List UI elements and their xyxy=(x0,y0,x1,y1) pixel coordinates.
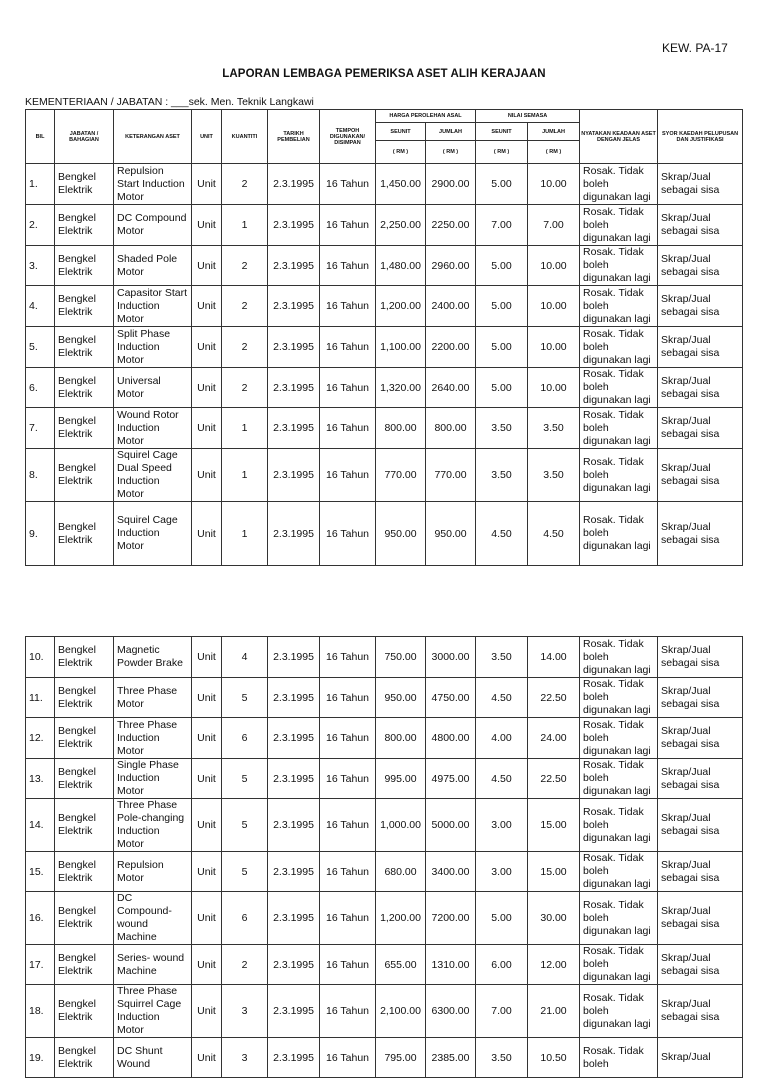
cell-unit: Unit xyxy=(192,1038,222,1078)
cell-kuantiti: 1 xyxy=(222,502,268,566)
cell-tarikh: 2.3.1995 xyxy=(268,718,320,759)
table-row xyxy=(26,164,743,205)
cell-unit: Unit xyxy=(192,502,222,566)
cell-jabatan: Bengkel Elektrik xyxy=(55,852,114,892)
header-nyatakan: NYATAKAN KEADAAN ASET DENGAN JELAS xyxy=(580,110,658,164)
cell-kuantiti: 1 xyxy=(222,449,268,502)
cell-kuantiti: 5 xyxy=(222,799,268,852)
cell-tarikh: 2.3.1995 xyxy=(268,246,320,286)
cell-harga-jumlah: 3000.00 xyxy=(426,637,476,678)
cell-keterangan: Three Phase Squirrel Cage Induction Motor xyxy=(114,985,192,1038)
header-kuantiti: KUANTITI xyxy=(222,110,268,164)
cell-harga-seunit: 1,100.00 xyxy=(376,327,426,368)
cell-keterangan: Split Phase Induction Motor xyxy=(114,327,192,368)
cell-harga-jumlah: 4800.00 xyxy=(426,718,476,759)
table-row xyxy=(26,205,743,246)
cell-nilai-jumlah: 15.00 xyxy=(528,799,580,852)
cell-bil: 15. xyxy=(26,852,55,892)
cell-keterangan: Repulsion Start Induction Motor xyxy=(114,164,192,205)
cell-tarikh: 2.3.1995 xyxy=(268,408,320,449)
cell-keadaan: Rosak. Tidak boleh digunakan lagi xyxy=(580,327,658,368)
cell-tempoh: 16 Tahun xyxy=(320,327,376,368)
cell-syor: Skrap/Jual sebagai sisa xyxy=(658,205,743,246)
cell-kuantiti: 2 xyxy=(222,164,268,205)
cell-syor: Skrap/Jual sebagai sisa xyxy=(658,985,743,1038)
cell-jabatan: Bengkel Elektrik xyxy=(55,985,114,1038)
cell-bil: 19. xyxy=(26,1038,55,1078)
cell-harga-seunit: 800.00 xyxy=(376,718,426,759)
cell-nilai-seunit: 5.00 xyxy=(476,286,528,327)
cell-tarikh: 2.3.1995 xyxy=(268,637,320,678)
cell-nilai-seunit: 3.00 xyxy=(476,852,528,892)
cell-nilai-jumlah: 30.00 xyxy=(528,892,580,945)
cell-syor: Skrap/Jual sebagai sisa xyxy=(658,408,743,449)
cell-nilai-jumlah: 10.50 xyxy=(528,1038,580,1078)
cell-kuantiti: 4 xyxy=(222,637,268,678)
cell-tarikh: 2.3.1995 xyxy=(268,286,320,327)
cell-syor: Skrap/Jual sebagai sisa xyxy=(658,286,743,327)
cell-jabatan: Bengkel Elektrik xyxy=(55,286,114,327)
cell-syor: Skrap/Jual sebagai sisa xyxy=(658,327,743,368)
cell-harga-seunit: 1,000.00 xyxy=(376,799,426,852)
cell-tarikh: 2.3.1995 xyxy=(268,164,320,205)
cell-unit: Unit xyxy=(192,852,222,892)
cell-keterangan: DC Compound- wound Machine xyxy=(114,892,192,945)
cell-harga-jumlah: 7200.00 xyxy=(426,892,476,945)
cell-kuantiti: 5 xyxy=(222,852,268,892)
cell-tarikh: 2.3.1995 xyxy=(268,799,320,852)
cell-nilai-seunit: 5.00 xyxy=(476,246,528,286)
cell-unit: Unit xyxy=(192,799,222,852)
cell-nilai-jumlah: 12.00 xyxy=(528,945,580,985)
cell-syor: Skrap/Jual sebagai sisa xyxy=(658,759,743,799)
cell-keterangan: Capasitor Start Induction Motor xyxy=(114,286,192,327)
cell-syor: Skrap/Jual sebagai sisa xyxy=(658,678,743,718)
cell-keterangan: Three Phase Pole-changing Induction Motor xyxy=(114,799,192,852)
cell-nilai-jumlah: 4.50 xyxy=(528,502,580,566)
cell-keadaan: Rosak. Tidak boleh digunakan lagi xyxy=(580,408,658,449)
cell-keadaan: Rosak. Tidak boleh digunakan lagi xyxy=(580,799,658,852)
table-row xyxy=(26,718,743,759)
header-harga: HARGA PEROLEHAN ASAL xyxy=(376,110,476,123)
cell-keterangan: Wound Rotor Induction Motor xyxy=(114,408,192,449)
cell-syor: Skrap/Jual sebagai sisa xyxy=(658,368,743,408)
cell-jabatan: Bengkel Elektrik xyxy=(55,368,114,408)
cell-tarikh: 2.3.1995 xyxy=(268,945,320,985)
cell-harga-seunit: 750.00 xyxy=(376,637,426,678)
cell-bil: 7. xyxy=(26,408,55,449)
cell-tempoh: 16 Tahun xyxy=(320,205,376,246)
cell-harga-seunit: 655.00 xyxy=(376,945,426,985)
cell-tarikh: 2.3.1995 xyxy=(268,205,320,246)
cell-jabatan: Bengkel Elektrik xyxy=(55,246,114,286)
cell-nilai-seunit: 4.00 xyxy=(476,718,528,759)
report-title: LAPORAN LEMBAGA PEMERIKSA ASET ALIH KERAJAAN xyxy=(222,68,546,80)
cell-jabatan: Bengkel Elektrik xyxy=(55,799,114,852)
cell-unit: Unit xyxy=(192,637,222,678)
cell-bil: 10. xyxy=(26,637,55,678)
cell-harga-seunit: 1,480.00 xyxy=(376,246,426,286)
cell-keterangan: Magnetic Powder Brake xyxy=(114,637,192,678)
cell-nilai-jumlah: 15.00 xyxy=(528,852,580,892)
cell-keadaan: Rosak. Tidak boleh digunakan lagi xyxy=(580,286,658,327)
cell-harga-seunit: 1,200.00 xyxy=(376,286,426,327)
cell-syor: Skrap/Jual sebagai sisa xyxy=(658,852,743,892)
cell-kuantiti: 3 xyxy=(222,1038,268,1078)
cell-nilai-seunit: 3.50 xyxy=(476,449,528,502)
cell-syor: Skrap/Jual sebagai sisa xyxy=(658,164,743,205)
cell-unit: Unit xyxy=(192,246,222,286)
cell-unit: Unit xyxy=(192,945,222,985)
cell-bil: 3. xyxy=(26,246,55,286)
cell-harga-seunit: 2,100.00 xyxy=(376,985,426,1038)
cell-tempoh: 16 Tahun xyxy=(320,449,376,502)
cell-tempoh: 16 Tahun xyxy=(320,502,376,566)
cell-tempoh: 16 Tahun xyxy=(320,985,376,1038)
cell-tempoh: 16 Tahun xyxy=(320,286,376,327)
cell-keadaan: Rosak. Tidak boleh digunakan lagi xyxy=(580,852,658,892)
cell-keterangan: DC Shunt Wound xyxy=(114,1038,192,1078)
cell-kuantiti: 3 xyxy=(222,985,268,1038)
cell-tarikh: 2.3.1995 xyxy=(268,1038,320,1078)
cell-keadaan: Rosak. Tidak boleh digunakan lagi xyxy=(580,678,658,718)
cell-tempoh: 16 Tahun xyxy=(320,852,376,892)
cell-nilai-seunit: 4.50 xyxy=(476,759,528,799)
cell-keadaan: Rosak. Tidak boleh digunakan lagi xyxy=(580,449,658,502)
cell-harga-jumlah: 4750.00 xyxy=(426,678,476,718)
header-harga-seunit: SEUNIT xyxy=(376,123,426,141)
cell-syor: Skrap/Jual sebagai sisa xyxy=(658,799,743,852)
cell-tarikh: 2.3.1995 xyxy=(268,892,320,945)
cell-tempoh: 16 Tahun xyxy=(320,759,376,799)
cell-nilai-jumlah: 24.00 xyxy=(528,718,580,759)
cell-harga-seunit: 950.00 xyxy=(376,502,426,566)
cell-harga-jumlah: 2640.00 xyxy=(426,368,476,408)
table-row xyxy=(26,799,743,852)
table-row xyxy=(26,327,743,368)
cell-nilai-seunit: 3.50 xyxy=(476,637,528,678)
cell-harga-jumlah: 2200.00 xyxy=(426,327,476,368)
header-syor: SYOR KAEDAH PELUPUSAN DAN JUSTIFIKASI xyxy=(658,110,743,164)
header-harga-jumlah: JUMLAH xyxy=(426,123,476,141)
cell-tempoh: 16 Tahun xyxy=(320,892,376,945)
cell-syor: Skrap/Jual xyxy=(658,1038,743,1078)
cell-harga-jumlah: 3400.00 xyxy=(426,852,476,892)
cell-nilai-seunit: 5.00 xyxy=(476,892,528,945)
cell-unit: Unit xyxy=(192,205,222,246)
cell-tempoh: 16 Tahun xyxy=(320,408,376,449)
cell-keadaan: Rosak. Tidak boleh digunakan lagi xyxy=(580,718,658,759)
cell-bil: 9. xyxy=(26,502,55,566)
cell-tarikh: 2.3.1995 xyxy=(268,327,320,368)
cell-harga-seunit: 1,320.00 xyxy=(376,368,426,408)
cell-nilai-jumlah: 7.00 xyxy=(528,205,580,246)
cell-tarikh: 2.3.1995 xyxy=(268,368,320,408)
cell-keterangan: Series- wound Machine xyxy=(114,945,192,985)
cell-kuantiti: 6 xyxy=(222,892,268,945)
cell-syor: Skrap/Jual sebagai sisa xyxy=(658,637,743,678)
table-row xyxy=(26,449,743,502)
cell-bil: 13. xyxy=(26,759,55,799)
cell-syor: Skrap/Jual sebagai sisa xyxy=(658,945,743,985)
header-nilai-jumlah: JUMLAH xyxy=(528,123,580,141)
cell-kuantiti: 1 xyxy=(222,205,268,246)
cell-kuantiti: 6 xyxy=(222,718,268,759)
cell-keadaan: Rosak. Tidak boleh digunakan lagi xyxy=(580,759,658,799)
cell-tarikh: 2.3.1995 xyxy=(268,759,320,799)
cell-keadaan: Rosak. Tidak boleh digunakan lagi xyxy=(580,985,658,1038)
cell-nilai-seunit: 7.00 xyxy=(476,985,528,1038)
header-keterangan: KETERANGAN ASET xyxy=(114,110,192,164)
cell-unit: Unit xyxy=(192,327,222,368)
cell-harga-seunit: 1,450.00 xyxy=(376,164,426,205)
table-row xyxy=(26,985,743,1038)
cell-nilai-seunit: 7.00 xyxy=(476,205,528,246)
cell-tempoh: 16 Tahun xyxy=(320,678,376,718)
cell-keadaan: Rosak. Tidak boleh digunakan lagi xyxy=(580,637,658,678)
cell-unit: Unit xyxy=(192,164,222,205)
cell-syor: Skrap/Jual sebagai sisa xyxy=(658,718,743,759)
table-row xyxy=(26,286,743,327)
cell-bil: 14. xyxy=(26,799,55,852)
cell-jabatan: Bengkel Elektrik xyxy=(55,678,114,718)
table-row xyxy=(26,368,743,408)
cell-keterangan: Squirel Cage Dual Speed Induction Motor xyxy=(114,449,192,502)
cell-bil: 12. xyxy=(26,718,55,759)
cell-harga-jumlah: 4975.00 xyxy=(426,759,476,799)
cell-bil: 6. xyxy=(26,368,55,408)
table-body-page-1 xyxy=(26,164,743,566)
cell-jabatan: Bengkel Elektrik xyxy=(55,718,114,759)
header-nilai-seunit-rm: ( RM ) xyxy=(476,141,528,164)
cell-jabatan: Bengkel Elektrik xyxy=(55,408,114,449)
header-tempoh: TEMPOH DIGUNAKAN/ DISIMPAN xyxy=(320,110,376,164)
cell-harga-seunit: 950.00 xyxy=(376,678,426,718)
header-tarikh: TARIKH PEMBELIAN xyxy=(268,110,320,164)
cell-nilai-seunit: 4.50 xyxy=(476,678,528,718)
cell-harga-seunit: 680.00 xyxy=(376,852,426,892)
table-body-page-2 xyxy=(26,637,743,1078)
cell-keadaan: Rosak. Tidak boleh digunakan lagi xyxy=(580,502,658,566)
cell-tarikh: 2.3.1995 xyxy=(268,502,320,566)
cell-harga-jumlah: 6300.00 xyxy=(426,985,476,1038)
cell-bil: 16. xyxy=(26,892,55,945)
cell-harga-jumlah: 2250.00 xyxy=(426,205,476,246)
cell-bil: 1. xyxy=(26,164,55,205)
cell-harga-jumlah: 950.00 xyxy=(426,502,476,566)
cell-nilai-seunit: 3.00 xyxy=(476,799,528,852)
cell-tempoh: 16 Tahun xyxy=(320,945,376,985)
cell-unit: Unit xyxy=(192,449,222,502)
table-row xyxy=(26,408,743,449)
cell-bil: 17. xyxy=(26,945,55,985)
cell-tempoh: 16 Tahun xyxy=(320,718,376,759)
cell-kuantiti: 5 xyxy=(222,678,268,718)
cell-kuantiti: 2 xyxy=(222,286,268,327)
cell-kuantiti: 1 xyxy=(222,408,268,449)
cell-nilai-jumlah: 14.00 xyxy=(528,637,580,678)
table-row xyxy=(26,502,743,566)
cell-harga-seunit: 770.00 xyxy=(376,449,426,502)
cell-kuantiti: 2 xyxy=(222,945,268,985)
cell-harga-seunit: 995.00 xyxy=(376,759,426,799)
cell-harga-seunit: 2,250.00 xyxy=(376,205,426,246)
cell-harga-jumlah: 2960.00 xyxy=(426,246,476,286)
cell-kuantiti: 2 xyxy=(222,246,268,286)
cell-nilai-seunit: 5.00 xyxy=(476,327,528,368)
cell-keadaan: Rosak. Tidak boleh xyxy=(580,1038,658,1078)
cell-keterangan: Repulsion Motor xyxy=(114,852,192,892)
cell-bil: 2. xyxy=(26,205,55,246)
table-row xyxy=(26,759,743,799)
cell-nilai-seunit: 3.50 xyxy=(476,1038,528,1078)
cell-jabatan: Bengkel Elektrik xyxy=(55,945,114,985)
header-nilai-seunit: SEUNIT xyxy=(476,123,528,141)
cell-nilai-jumlah: 10.00 xyxy=(528,368,580,408)
cell-unit: Unit xyxy=(192,892,222,945)
cell-tempoh: 16 Tahun xyxy=(320,799,376,852)
cell-keterangan: Three Phase Induction Motor xyxy=(114,718,192,759)
cell-harga-jumlah: 2385.00 xyxy=(426,1038,476,1078)
cell-unit: Unit xyxy=(192,718,222,759)
header-nilai-jumlah-rm: ( RM ) xyxy=(528,141,580,164)
table-row xyxy=(26,892,743,945)
cell-keadaan: Rosak. Tidak boleh digunakan lagi xyxy=(580,164,658,205)
header-harga-jumlah-rm: ( RM ) xyxy=(426,141,476,164)
cell-nilai-jumlah: 22.50 xyxy=(528,678,580,718)
cell-harga-seunit: 795.00 xyxy=(376,1038,426,1078)
cell-nilai-jumlah: 21.00 xyxy=(528,985,580,1038)
asset-table-page-1 xyxy=(25,109,743,566)
cell-keterangan: Universal Motor xyxy=(114,368,192,408)
cell-jabatan: Bengkel Elektrik xyxy=(55,327,114,368)
cell-nilai-jumlah: 22.50 xyxy=(528,759,580,799)
cell-kuantiti: 5 xyxy=(222,759,268,799)
cell-harga-jumlah: 2900.00 xyxy=(426,164,476,205)
cell-tempoh: 16 Tahun xyxy=(320,164,376,205)
cell-kuantiti: 2 xyxy=(222,327,268,368)
header-bil: BIL xyxy=(26,110,55,164)
cell-keterangan: Squirel Cage Induction Motor xyxy=(114,502,192,566)
cell-unit: Unit xyxy=(192,286,222,327)
cell-tarikh: 2.3.1995 xyxy=(268,985,320,1038)
cell-tempoh: 16 Tahun xyxy=(320,246,376,286)
cell-tempoh: 16 Tahun xyxy=(320,1038,376,1078)
cell-harga-jumlah: 5000.00 xyxy=(426,799,476,852)
cell-jabatan: Bengkel Elektrik xyxy=(55,205,114,246)
cell-keadaan: Rosak. Tidak boleh digunakan lagi xyxy=(580,892,658,945)
cell-unit: Unit xyxy=(192,408,222,449)
cell-keterangan: DC Compound Motor xyxy=(114,205,192,246)
cell-syor: Skrap/Jual sebagai sisa xyxy=(658,892,743,945)
cell-unit: Unit xyxy=(192,759,222,799)
cell-bil: 8. xyxy=(26,449,55,502)
cell-kuantiti: 2 xyxy=(222,368,268,408)
cell-syor: Skrap/Jual sebagai sisa xyxy=(658,502,743,566)
cell-nilai-jumlah: 10.00 xyxy=(528,164,580,205)
cell-bil: 18. xyxy=(26,985,55,1038)
header-jabatan: JABATAN / BAHAGIAN xyxy=(55,110,114,164)
cell-harga-jumlah: 770.00 xyxy=(426,449,476,502)
cell-nilai-jumlah: 10.00 xyxy=(528,286,580,327)
cell-harga-jumlah: 1310.00 xyxy=(426,945,476,985)
cell-syor: Skrap/Jual sebagai sisa xyxy=(658,449,743,502)
cell-unit: Unit xyxy=(192,985,222,1038)
cell-nilai-seunit: 3.50 xyxy=(476,408,528,449)
cell-keadaan: Rosak. Tidak boleh digunakan lagi xyxy=(580,945,658,985)
table-row xyxy=(26,1038,743,1078)
cell-harga-jumlah: 800.00 xyxy=(426,408,476,449)
cell-tarikh: 2.3.1995 xyxy=(268,852,320,892)
cell-jabatan: Bengkel Elektrik xyxy=(55,449,114,502)
cell-bil: 11. xyxy=(26,678,55,718)
cell-jabatan: Bengkel Elektrik xyxy=(55,1038,114,1078)
cell-unit: Unit xyxy=(192,368,222,408)
cell-harga-jumlah: 2400.00 xyxy=(426,286,476,327)
cell-jabatan: Bengkel Elektrik xyxy=(55,759,114,799)
header-nilai: NILAI SEMASA xyxy=(476,110,580,123)
cell-bil: 4. xyxy=(26,286,55,327)
header-unit: UNIT xyxy=(192,110,222,164)
form-code: KEW. PA-17 xyxy=(662,41,728,55)
cell-nilai-jumlah: 3.50 xyxy=(528,408,580,449)
cell-tempoh: 16 Tahun xyxy=(320,368,376,408)
cell-jabatan: Bengkel Elektrik xyxy=(55,637,114,678)
cell-nilai-jumlah: 3.50 xyxy=(528,449,580,502)
ministry-line: KEMENTERIAAN / JABATAN : ___sek. Men. Teknik Langkawi xyxy=(25,96,314,108)
header-harga-seunit-rm: ( RM ) xyxy=(376,141,426,164)
cell-harga-seunit: 1,200.00 xyxy=(376,892,426,945)
cell-jabatan: Bengkel Elektrik xyxy=(55,892,114,945)
cell-keadaan: Rosak. Tidak boleh digunakan lagi xyxy=(580,368,658,408)
cell-nilai-jumlah: 10.00 xyxy=(528,327,580,368)
cell-keadaan: Rosak. Tidak boleh digunakan lagi xyxy=(580,205,658,246)
cell-tarikh: 2.3.1995 xyxy=(268,449,320,502)
table-row xyxy=(26,637,743,678)
cell-syor: Skrap/Jual sebagai sisa xyxy=(658,246,743,286)
table-row xyxy=(26,678,743,718)
cell-keterangan: Three Phase Motor xyxy=(114,678,192,718)
cell-tempoh: 16 Tahun xyxy=(320,637,376,678)
table-row xyxy=(26,945,743,985)
cell-nilai-jumlah: 10.00 xyxy=(528,246,580,286)
table-row xyxy=(26,246,743,286)
cell-keterangan: Single Phase Induction Motor xyxy=(114,759,192,799)
cell-keadaan: Rosak. Tidak boleh digunakan lagi xyxy=(580,246,658,286)
cell-jabatan: Bengkel Elektrik xyxy=(55,164,114,205)
cell-keterangan: Shaded Pole Motor xyxy=(114,246,192,286)
cell-nilai-seunit: 5.00 xyxy=(476,164,528,205)
cell-unit: Unit xyxy=(192,678,222,718)
table-row xyxy=(26,852,743,892)
cell-bil: 5. xyxy=(26,327,55,368)
cell-jabatan: Bengkel Elektrik xyxy=(55,502,114,566)
cell-harga-seunit: 800.00 xyxy=(376,408,426,449)
cell-nilai-seunit: 4.50 xyxy=(476,502,528,566)
asset-table-page-2 xyxy=(25,636,743,1078)
cell-nilai-seunit: 5.00 xyxy=(476,368,528,408)
cell-tarikh: 2.3.1995 xyxy=(268,678,320,718)
cell-nilai-seunit: 6.00 xyxy=(476,945,528,985)
